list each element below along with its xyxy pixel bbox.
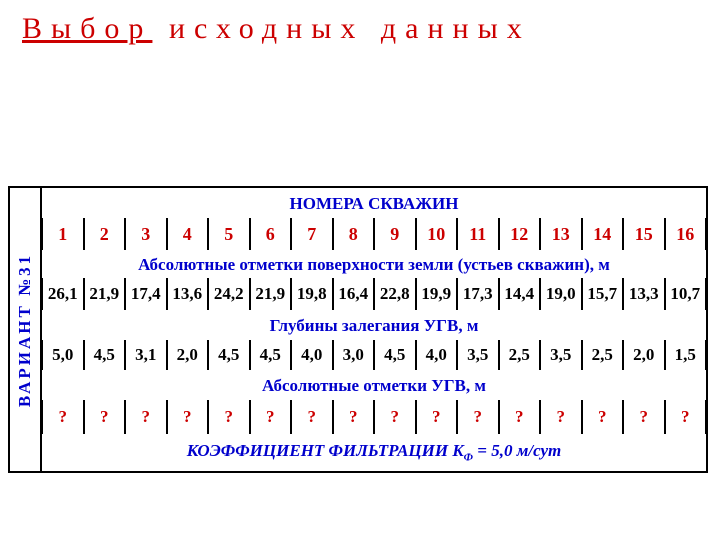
surface-elevation-cell: 13,6	[167, 278, 209, 310]
groundwater-elevation-cell: ?	[457, 400, 499, 434]
surface-elevation-cell: 16,4	[333, 278, 375, 310]
groundwater-elevation-cell: ?	[416, 400, 458, 434]
groundwater-depth-cell: 4,5	[250, 340, 292, 370]
surface-elevation-cell: 17,4	[125, 278, 167, 310]
surface-elevation-cell: 17,3	[457, 278, 499, 310]
groundwater-depth-cell: 3,1	[125, 340, 167, 370]
well-number-cell: 2	[84, 218, 126, 250]
groundwater-elevation-cell: ?	[208, 400, 250, 434]
groundwater-elevation-cell: ?	[167, 400, 209, 434]
well-number-cell: 16	[665, 218, 707, 250]
groundwater-depth-cell: 5,0	[42, 340, 84, 370]
groundwater-elevation-cell: ?	[333, 400, 375, 434]
well-number-cell: 5	[208, 218, 250, 250]
groundwater-elevation-cell: ?	[540, 400, 582, 434]
groundwater-elevation-cell: ?	[125, 400, 167, 434]
groundwater-depth-cell: 4,0	[291, 340, 333, 370]
title-part-2: исходных данных	[168, 12, 531, 45]
well-number-cell: 13	[540, 218, 582, 250]
groundwater-depth-cell: 2,5	[499, 340, 541, 370]
surface-elevation-cell: 21,9	[250, 278, 292, 310]
groundwater-elevation-cell: ?	[623, 400, 665, 434]
groundwater-depth-cell: 4,5	[84, 340, 126, 370]
surface-elevation-cell: 21,9	[84, 278, 126, 310]
coef-symbol: K	[452, 440, 464, 460]
surface-elevation-cell: 19,9	[416, 278, 458, 310]
surface-elevation-cell: 24,2	[208, 278, 250, 310]
surface-elevation-cell: 13,3	[623, 278, 665, 310]
coef-subscript: Ф	[463, 451, 474, 464]
surface-elevation-cell: 19,8	[291, 278, 333, 310]
page-title	[22, 12, 702, 46]
groundwater-depth-cell: 2,0	[167, 340, 209, 370]
surface-elevation-cell: 10,7	[665, 278, 707, 310]
surface-elevation-cell: 15,7	[582, 278, 624, 310]
groundwater-elevation-cell: ?	[250, 400, 292, 434]
groundwater-elevation-cell: ?	[84, 400, 126, 434]
groundwater-elevation-cell: ?	[291, 400, 333, 434]
well-number-cell: 9	[374, 218, 416, 250]
groundwater-elevation-cell: ?	[42, 400, 84, 434]
well-number-cell: 15	[623, 218, 665, 250]
well-number-cell: 1	[42, 218, 84, 250]
header-groundwater-depth: Глубины залегания УГВ, м	[269, 315, 479, 335]
well-number-cell: 10	[416, 218, 458, 250]
header-well-numbers: НОМЕРА СКВАЖИН	[289, 193, 459, 213]
groundwater-depth-cell: 1,5	[665, 340, 707, 370]
well-number-cell: 8	[333, 218, 375, 250]
well-number-cell: 14	[582, 218, 624, 250]
well-number-cell: 4	[167, 218, 209, 250]
well-number-cell: 12	[499, 218, 541, 250]
groundwater-depth-cell: 3,5	[457, 340, 499, 370]
groundwater-elevation-cell: ?	[499, 400, 541, 434]
header-surface-elevation: Абсолютные отметки поверхности земли (устьев скважин), м	[138, 254, 610, 274]
groundwater-elevation-cell: ?	[665, 400, 707, 434]
variant-label: ВАРИАНТ №31	[15, 252, 34, 408]
well-number-cell: 3	[125, 218, 167, 250]
groundwater-depth-cell: 2,5	[582, 340, 624, 370]
groundwater-depth-cell: 3,0	[333, 340, 375, 370]
coef-value: = 5,0 м/сут	[477, 440, 562, 460]
well-number-cell: 11	[457, 218, 499, 250]
surface-elevation-cell: 14,4	[499, 278, 541, 310]
groundwater-depth-cell: 2,0	[623, 340, 665, 370]
header-groundwater-elevation: Абсолютные отметки УГВ, м	[262, 375, 486, 395]
surface-elevation-cell: 22,8	[374, 278, 416, 310]
data-table	[42, 188, 706, 471]
groundwater-depth-cell: 4,0	[416, 340, 458, 370]
groundwater-elevation-cell: ?	[374, 400, 416, 434]
well-number-cell: 7	[291, 218, 333, 250]
surface-elevation-cell: 26,1	[42, 278, 84, 310]
groundwater-depth-cell: 4,5	[208, 340, 250, 370]
coef-label: КОЭФФИЦИЕНТ ФИЛЬТРАЦИИ	[186, 440, 449, 460]
groundwater-elevation-cell: ?	[582, 400, 624, 434]
groundwater-depth-cell: 4,5	[374, 340, 416, 370]
surface-elevation-cell: 19,0	[540, 278, 582, 310]
filtration-coefficient	[42, 442, 706, 463]
well-number-cell: 6	[250, 218, 292, 250]
title-part-1: Выбор	[22, 12, 153, 45]
groundwater-depth-cell: 3,5	[540, 340, 582, 370]
